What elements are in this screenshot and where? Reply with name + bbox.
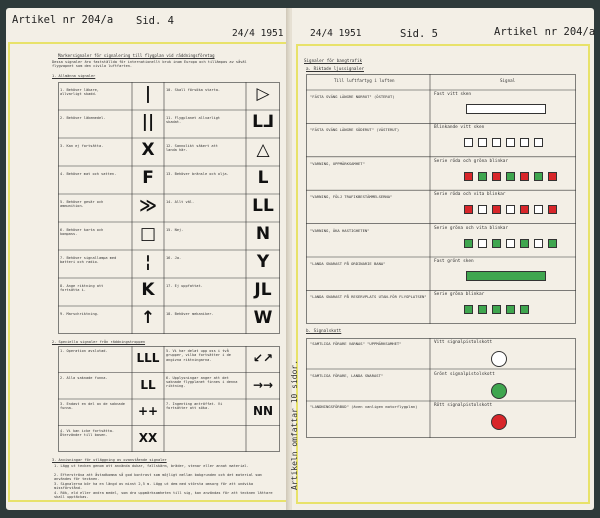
signal-square xyxy=(478,138,487,147)
section-3-heading: 3. Anvisningar för utläggning av ovanstående signaler xyxy=(52,458,167,462)
flare-circle xyxy=(491,351,507,367)
general-signal-symbol: W xyxy=(253,308,273,328)
light-signal-text: "FÄSTA SVÄNG LÄNGRE NORRUT" (ÖSTERUT) xyxy=(310,94,395,99)
general-signal-text: 8. Ange riktning att fortsätta i. xyxy=(60,284,104,293)
general-signal-symbol: X xyxy=(141,140,155,160)
general-signal-text: 15. Nej. xyxy=(166,228,184,232)
special-signal-text: 7. Ingenting anträffat. Vi fortsätter att söka. xyxy=(166,402,223,411)
general-signal-text: 12. Sannolikt säkert att landa här. xyxy=(166,144,218,153)
light-signal-description: Fast grönt sken xyxy=(434,259,474,264)
light-signal-description: Serie gröna och vita blinkar xyxy=(434,225,509,231)
general-signal-symbol: N xyxy=(255,224,271,244)
general-signal-text: 1. Behöver läkare, allvarligt skadd. xyxy=(60,88,99,97)
right-title: Signaler för bangtrafik xyxy=(304,58,362,63)
left-title: Markersignaler för signalering till flygplan vid räddningsföretag xyxy=(58,53,215,58)
right-date: 24/4 1951 xyxy=(310,28,362,39)
left-article-number: Artikel nr 204/a xyxy=(12,14,114,26)
light-signal-text: "FÄSTA SVÄNG LÄNGRE SÖDERUT" (VÄSTERUT) xyxy=(310,127,400,133)
general-signal-symbol: K xyxy=(141,280,155,300)
general-signal-text: 17. Ej uppfattat. xyxy=(166,284,203,288)
signal-square xyxy=(478,205,487,214)
signal-square xyxy=(506,138,515,147)
flare-signal-description: Vitt signalpistolskott xyxy=(434,340,493,345)
general-signal-text: 14. Allt väl. xyxy=(166,200,195,204)
signal-square xyxy=(464,172,473,181)
general-signal-symbol: ▷ xyxy=(256,84,270,104)
left-date: 24/4 1951 xyxy=(232,28,284,39)
special-signal-symbol: ↙↗ xyxy=(252,351,274,365)
subsection-a-heading: a. Riktade ljussignaler xyxy=(306,66,364,71)
general-signal-symbol: JL xyxy=(254,280,272,300)
general-signal-symbol: LL xyxy=(252,196,274,216)
signal-square xyxy=(534,172,543,181)
signal-square xyxy=(520,172,529,181)
signal-square xyxy=(478,239,487,248)
general-signal-text: 6. Behöver karta och kompass. xyxy=(60,228,104,237)
special-signal-text: 3. Endast en del av de saknade funna. xyxy=(60,402,125,411)
right-page xyxy=(292,8,594,510)
left-page-number: Sid. 4 xyxy=(136,15,174,27)
special-signal-symbol: NN xyxy=(252,404,274,418)
section-1-heading: 1. Allmänna signaler xyxy=(52,74,96,78)
signal-square xyxy=(492,239,501,248)
flare-signals-grid xyxy=(306,338,576,438)
flare-signal-text: "SAMTLIGA FÖRARE VARNAS" "UPPMÄRKSAMHET" xyxy=(310,341,402,346)
flare-circle xyxy=(491,383,507,399)
special-signal-text: 4. Vi kan icke fortsätta. Återvänder till basen. xyxy=(60,428,115,437)
signal-square xyxy=(464,205,473,214)
general-signal-text: 11. Flygplanet allvarligt skadat. xyxy=(166,116,221,125)
general-signal-symbol: △ xyxy=(256,140,270,160)
general-signal-text: 9. Marschriktning. xyxy=(60,312,99,316)
light-signal-text: "LANDA SNARAST PÅ ORDINARIE BANA" xyxy=(310,261,386,266)
flare-circle xyxy=(491,414,507,430)
signal-square xyxy=(492,138,501,147)
general-signal-text: 4. Behöver mat och vatten. xyxy=(60,172,117,176)
special-signal-symbol: ++ xyxy=(137,404,159,418)
special-signal-text: 6. Upplysningar anger att det saknade flygplanet finnes i denna riktning. xyxy=(166,375,238,389)
section-2-heading: 2. Speciella signaler från räddningstroppen xyxy=(52,340,146,344)
right-article-number: Artikel nr 204/a xyxy=(494,26,596,38)
instruction-item: 1. Lägg ut tecken genom att använda dukar, fallskärm, bräder, stenar eller annat material. xyxy=(54,464,249,468)
column-header-signal: Signal xyxy=(500,78,516,83)
general-signal-text: 10. Skall försöka starta. xyxy=(166,88,221,92)
general-signal-text: 2. Behöver läkemedel. xyxy=(60,116,106,120)
light-signal-text: "VARNING, FÖLJ TRAFIKBESTÄMMELSERNA" xyxy=(310,194,393,200)
column-header-aircraft: Till luftfartyg i luften xyxy=(334,78,395,83)
special-signal-symbol: LL xyxy=(140,377,156,392)
general-signal-text: 5. Behöver gevär och ammunition. xyxy=(60,200,104,209)
right-page-number: Sid. 5 xyxy=(400,28,438,40)
signal-square xyxy=(464,305,473,314)
general-signal-symbol: □ xyxy=(139,224,157,244)
light-signal-description: Serie gröna blinkar xyxy=(434,292,485,298)
signal-square xyxy=(534,138,543,147)
signal-square xyxy=(548,172,557,181)
special-signal-symbol: →→ xyxy=(252,377,274,392)
signal-square xyxy=(464,138,473,147)
general-signal-symbol: | xyxy=(144,84,152,104)
general-signal-text: 13. Behöver bränsle och olja. xyxy=(166,172,229,176)
signal-square xyxy=(506,205,515,214)
special-signal-text: 5. Vi har delat upp oss i två grupper, vilka fortsätter i de angivna riktningarna. xyxy=(166,349,231,362)
light-signal-description: Fast vitt sken xyxy=(434,92,472,97)
flare-signal-description: Grönt signalpistolskott xyxy=(434,371,495,377)
signal-square xyxy=(520,305,529,314)
left-page xyxy=(6,8,290,510)
general-signal-symbol: L xyxy=(257,168,269,188)
flare-signal-text: "LANDNINGSFÖRBUD" (även vanligen motorflygplan) xyxy=(310,404,418,409)
light-signal-description: Blinkande vitt sken xyxy=(434,125,485,131)
signal-square xyxy=(492,305,501,314)
general-signal-symbol: Ⅼ⅃ xyxy=(252,112,274,132)
instruction-item: 4. Rök, eld eller andra medel, som dra uppmärksamheten till sig, kan användas för att tecknen lättare skall upptäckas. xyxy=(54,491,273,500)
signal-square xyxy=(534,239,543,248)
left-intro: Dessa signaler äro fastställda för internationellt bruk inom Europa och tillämpas av såväl flygvapnet som den civila luftfarten. xyxy=(52,60,247,69)
light-signal-description: Serie röda och vita blinkar xyxy=(434,192,506,198)
signal-square xyxy=(520,138,529,147)
instruction-item: 3. Signalerna bör ha en längd av minst 2,5 m. Lägg ut dem med största omsorg för att undvika missförstånd. xyxy=(54,482,254,491)
signal-square xyxy=(534,205,543,214)
signal-bar xyxy=(466,104,546,114)
general-signal-text: 7. Behöver signallampa med batteri och radio. xyxy=(60,256,117,265)
instruction-item: 2. Eftersträva att åstadkomma så god kontrast som möjligt mellan bakgrunden och det material som användes för tecknen. xyxy=(54,473,262,482)
special-signal-symbol: LLL xyxy=(136,351,160,365)
flare-signal-description: Rött signalpistolskott xyxy=(434,403,493,408)
signal-square xyxy=(478,305,487,314)
signal-square xyxy=(548,205,557,214)
signal-square xyxy=(464,239,473,248)
general-signal-text: 16. Ja. xyxy=(166,256,182,260)
signal-square xyxy=(492,172,501,181)
general-signal-symbol: Y xyxy=(256,252,270,272)
light-signal-text: "VARNING, UPPMÄRKSAMHET" xyxy=(310,160,365,166)
flare-signal-text: "SAMTLIGA FÖRARE, LANDA SNARAST" xyxy=(310,372,384,378)
signal-square xyxy=(520,205,529,214)
signal-square xyxy=(548,239,557,248)
light-signal-description: Serie röda och gröna blinkar xyxy=(434,158,509,164)
signal-bar xyxy=(466,271,546,281)
general-signal-symbol: F xyxy=(142,168,154,188)
general-signal-symbol: || xyxy=(141,112,155,132)
general-signal-text: 18. Behöver mekaniker. xyxy=(166,312,214,316)
signal-square xyxy=(506,172,515,181)
signal-square xyxy=(492,205,501,214)
general-signal-symbol: ↑ xyxy=(140,308,156,328)
special-signal-text: 1. Operation avslutad. xyxy=(60,349,108,353)
signal-square xyxy=(520,239,529,248)
light-signal-text: "LANDA SNARAST PÅ RESERVPLATS UTAN-FÖR FLYGPLATSEN" xyxy=(310,294,427,300)
special-signal-symbol: XX xyxy=(138,430,158,445)
signal-square xyxy=(478,172,487,181)
general-signal-symbol: ¦ xyxy=(144,252,152,272)
side-note: Artikeln omfattar 10 sidor. xyxy=(290,359,299,490)
general-signal-symbol: ≫ xyxy=(139,196,157,216)
signal-square xyxy=(506,239,515,248)
general-signal-text: 3. Kan ej fortsätta. xyxy=(60,144,104,148)
light-signal-text: "VARNING, ÖKA HASTIGHETEN" xyxy=(310,227,370,233)
subsection-b-heading: b. Signalskott xyxy=(306,328,342,333)
special-signal-text: 2. Alla saknade funna. xyxy=(60,375,108,380)
signal-square xyxy=(506,305,515,314)
